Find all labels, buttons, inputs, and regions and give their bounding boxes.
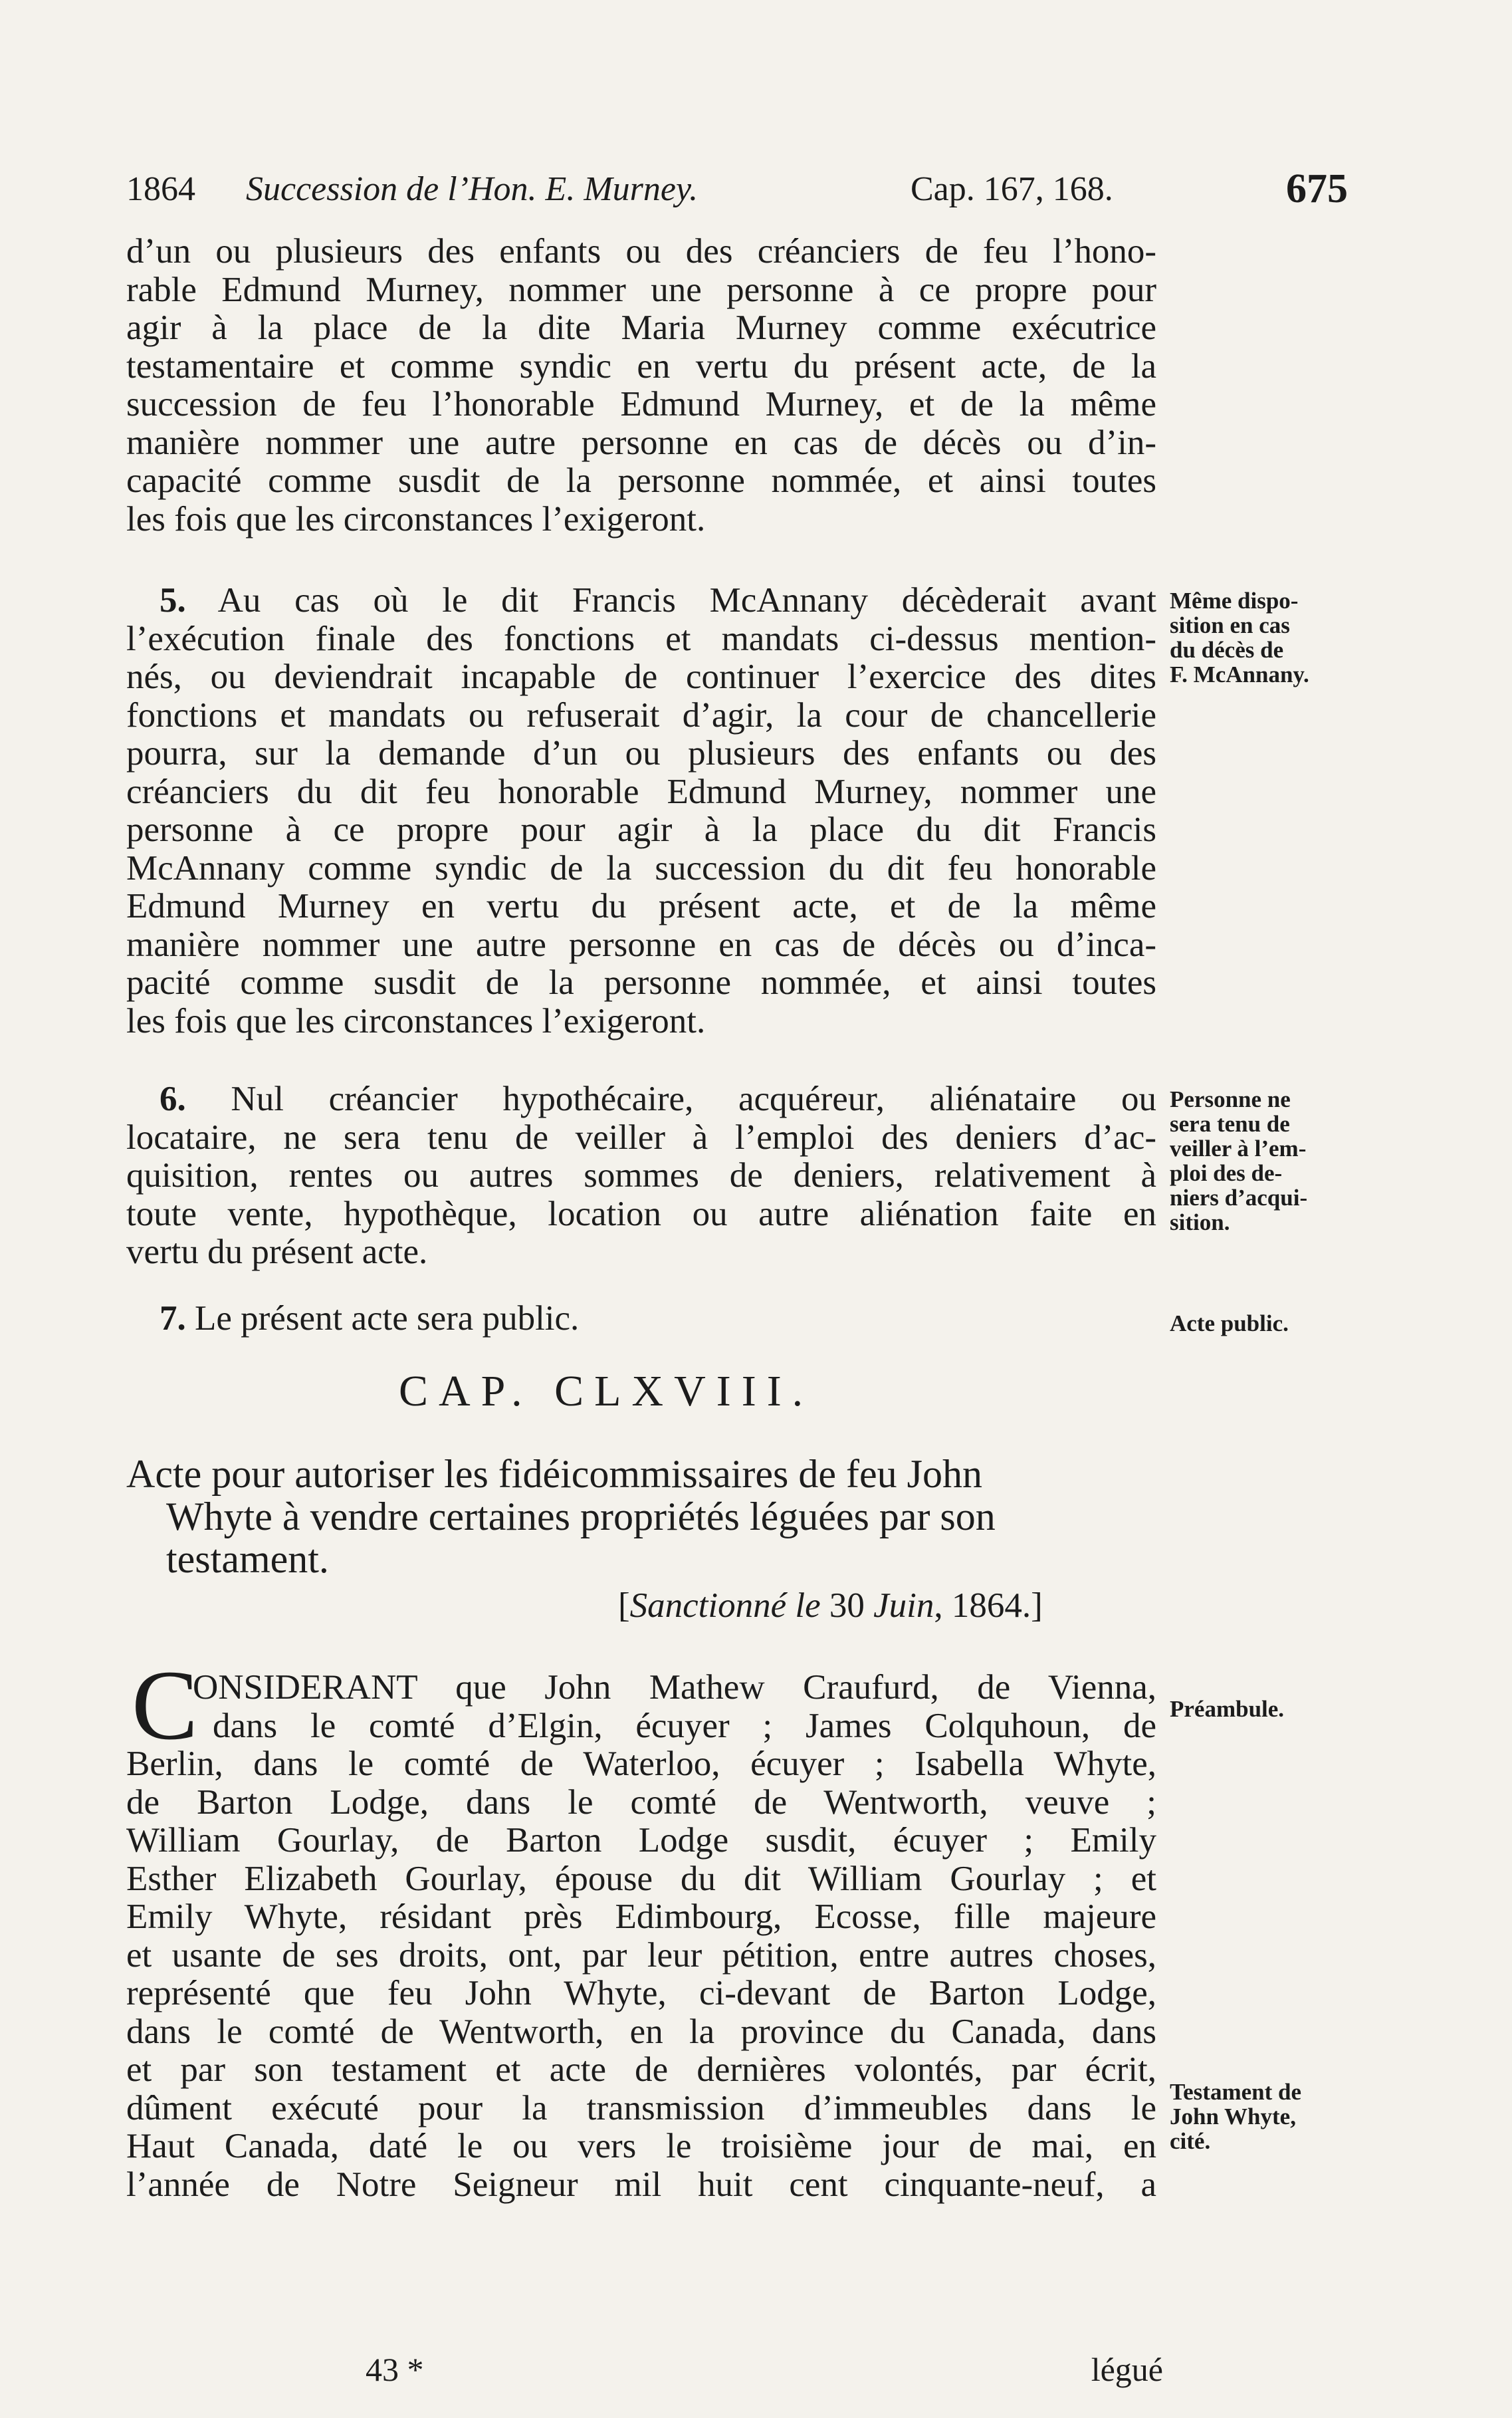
margin-line: veiller à l’em- [1170, 1136, 1307, 1161]
sanction-year: , 1864.] [934, 1586, 1043, 1625]
text-line: Haut Canada, daté le ou vers le troisième jour de mai, en [126, 2127, 1156, 2165]
text-line: Berlin, dans le comté de Waterloo, écuyer ; Isabella Whyte, [126, 1745, 1156, 1783]
header-title: Succession de l’Hon. E. Murney. [246, 170, 699, 208]
margin-line: John Whyte, [1170, 2104, 1296, 2129]
margin-line: ploi des de- [1170, 1160, 1283, 1186]
act-title [126, 1453, 1163, 1580]
text-line: manière nommer une autre personne en cas de décès ou d’in- [126, 423, 1156, 462]
text-line: vertu du présent acte. [126, 1233, 428, 1271]
text-line: les fois que les circonstances l’exigeront. [126, 499, 706, 539]
text-line: Edmund Murney en vertu du présent acte, et de la même [126, 887, 1156, 925]
page-number: 675 [1286, 166, 1348, 211]
text-line: testamentaire et comme syndic en vertu du présent acte, de la [126, 346, 1156, 386]
text-line: Le présent acte sera public. [195, 1299, 580, 1338]
text-line: Emily Whyte, résidant près Edimbourg, Ecosse, fille majeure [126, 1897, 1156, 1936]
chapter-heading: CAP. CLXVIII. [399, 1367, 814, 1415]
running-header [126, 166, 1356, 223]
text-line: McAnnany comme syndic de la succession du dit feu honorable [126, 848, 1156, 888]
sanction-label: Sanctionné le [629, 1586, 821, 1625]
section-number: 7. [160, 1299, 186, 1338]
section-5 [126, 582, 1156, 1040]
section-7 [126, 1300, 1156, 1338]
text-line: toute vente, hypothèque, location ou autre aliénation faite en [126, 1194, 1156, 1233]
text-line: quisition, rentes ou autres sommes de deniers, relativement à [126, 1156, 1156, 1195]
margin-line: niers d’acqui- [1170, 1185, 1308, 1211]
text-line: rable Edmund Murney, nommer une personne à ce propre pour [126, 270, 1156, 309]
text-line: pourra, sur la demande d’un ou plusieurs des enfants ou des [126, 734, 1156, 773]
text-line: et par son testament et acte de dernières volontés, par écrit, [126, 2050, 1156, 2089]
text-line: créanciers du dit feu honorable Edmund Murney, nommer une [126, 772, 1156, 811]
sanction-date [618, 1586, 1043, 1626]
text-line: capacité comme susdit de la personne nommée, et ainsi toutes [126, 461, 1156, 500]
text-line: Nul créancier hypothécaire, acquéreur, aliénataire ou [231, 1080, 1157, 1118]
text-line: de Barton Lodge, dans le comté de Wentworth, veuve ; [126, 1782, 1156, 1822]
text-line: Esther Elizabeth Gourlay, épouse du dit William Gourlay ; et [126, 1859, 1156, 1898]
text-line: dans le comté d’Elgin, écuyer ; James Colquhoun, de [213, 1706, 1156, 1745]
text-line: personne à ce propre pour agir à la place du dit Francis [126, 810, 1156, 849]
margin-line: du décès de [1170, 637, 1284, 663]
text-line: nés, ou deviendrait incapable de continuer l’exercice des dites [126, 658, 1156, 696]
header-year: 1864 [126, 170, 195, 208]
catchword: légué [1091, 2351, 1163, 2388]
text-line: fonctions et mandats ou refuserait d’agir, la cour de chancellerie [126, 695, 1156, 735]
sanction-month: Juin [873, 1586, 934, 1625]
drop-cap: C [132, 1650, 199, 1760]
section-number: 6. [160, 1080, 186, 1118]
section-5-first-line [126, 582, 1156, 620]
margin-note-section-7 [1170, 1311, 1369, 1336]
margin-note-section-5 [1170, 588, 1369, 687]
text-line: manière nommer une autre personne en cas de décès ou d’inca- [126, 925, 1156, 964]
text-line: d’un ou plusieurs des enfants ou des créanciers de feu l’hono- [126, 232, 1156, 271]
act-title-line: Acte pour autoriser les fidéicommissaires de feu John [126, 1452, 982, 1496]
section-6 [126, 1080, 1156, 1272]
text-line: William Gourlay, de Barton Lodge susdit, écuyer ; Emily [126, 1821, 1156, 1860]
text-line: succession de feu l’honorable Edmund Murney, et de la même [126, 385, 1156, 423]
act-title-line: testament. [166, 1537, 329, 1581]
text-line: locataire, ne sera tenu de veiller à l’emploi des deniers d’ac- [126, 1118, 1156, 1157]
margin-note-preamble [1170, 1697, 1369, 1721]
sanction-bracket: [ [618, 1586, 630, 1625]
margin-line: Acte public. [1170, 1310, 1289, 1336]
text-line: ONSIDERANT que John Mathew Craufurd, de Vienna, [193, 1668, 1156, 1707]
section-7-line [126, 1300, 1156, 1338]
margin-note-testament [1170, 2080, 1369, 2153]
section-number: 5. [160, 581, 186, 620]
margin-line: sition. [1170, 1209, 1230, 1235]
margin-line: Même dispo- [1170, 588, 1299, 614]
margin-note-section-6 [1170, 1087, 1369, 1235]
header-chapter-ref: Cap. 167, 168. [911, 170, 1113, 208]
text-line: pacité comme susdit de la personne nommée, et ainsi toutes [126, 963, 1156, 1002]
text-line: et usante de ses droits, ont, par leur pétition, entre autres choses, [126, 1935, 1156, 1975]
section-6-first-line [126, 1080, 1156, 1119]
margin-line: sition en cas [1170, 612, 1290, 638]
sanction-day: 30 [820, 1586, 874, 1625]
text-line: représenté que feu John Whyte, ci-devant de Barton Lodge, [126, 1974, 1156, 2012]
text-line: les fois que les circonstances l’exigeront. [126, 1001, 706, 1040]
intro-paragraph [126, 233, 1156, 539]
text-line: dûment exécuté pour la transmission d’immeubles dans le [126, 2088, 1156, 2127]
act-title-line: Whyte à vendre certaines propriétés léguées par son [166, 1495, 996, 1538]
text-line: dans le comté de Wentworth, en la province du Canada, dans [126, 2012, 1156, 2051]
signature-mark: 43 * [366, 2351, 424, 2388]
margin-line: sera tenu de [1170, 1111, 1290, 1137]
margin-line: Testament de [1170, 2079, 1302, 2105]
margin-line: cité. [1170, 2128, 1211, 2154]
text-line: Au cas où le dit Francis McAnnany décèderait avant [217, 581, 1156, 620]
preamble [126, 1669, 1156, 2204]
text-line: l’année de Notre Seigneur mil huit cent cinquante-neuf, a [126, 2165, 1156, 2204]
margin-line: Préambule. [1170, 1696, 1285, 1722]
margin-line: Personne ne [1170, 1086, 1291, 1112]
text-line: l’exécution finale des fonctions et mandats ci-dessus mention- [126, 619, 1156, 658]
margin-line: F. McAnnany. [1170, 662, 1309, 687]
text-line: agir à la place de la dite Maria Murney comme exécutrice [126, 308, 1156, 347]
